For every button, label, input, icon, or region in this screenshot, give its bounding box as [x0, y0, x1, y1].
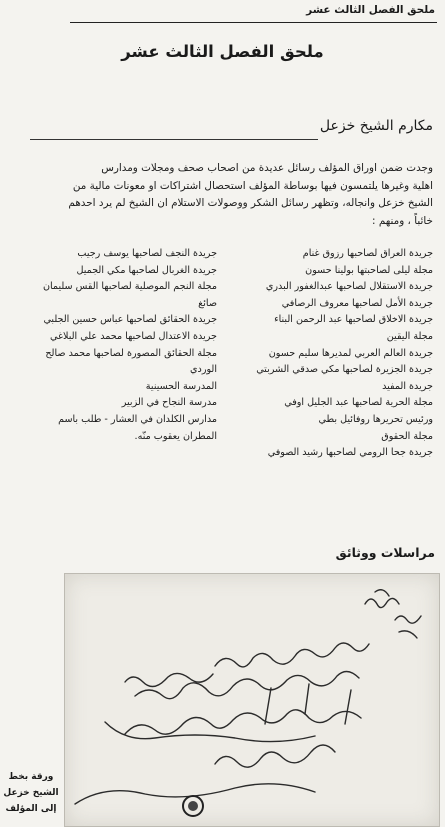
ink-stroke: [135, 671, 359, 698]
handwritten-letter-image: [64, 573, 440, 827]
intro-paragraph: [9, 160, 433, 230]
list-item: مجلة اليقين: [386, 330, 433, 342]
list-item: جريدة المفيد: [382, 380, 433, 392]
ink-stroke: [125, 710, 361, 734]
intro-line: اهلية وغيرها يلتمسون فيها بوساطة المؤلف استحصال اشتراكات او معونات مالية من: [72, 179, 433, 192]
section-title: مكارم الشيخ خزعل: [319, 118, 433, 134]
publications-list-right: [223, 246, 433, 462]
caption-line: إلى المؤلف: [5, 804, 57, 814]
intro-line: الشيخ خزعل وانجاله، وتظهر رسائل الشكر ووصولات الاستلام ان الشيخ لم يرد احدهم: [68, 197, 433, 209]
correspondence-title: مراسلات ووثائق: [335, 545, 435, 560]
list-item: جريدة الجزيرة لصاحبها مكي صدقي الشربتي: [256, 364, 433, 376]
list-item: المطران يعقوب منّه.: [134, 430, 217, 442]
ink-stroke: [215, 745, 335, 767]
running-header: ملحق الفصل الثالث عشر: [306, 4, 435, 16]
list-item: جريدة الغربال لصاحبها مكي الجميل: [76, 264, 217, 276]
list-item: المدرسة الحسينية: [145, 380, 217, 392]
list-item: جريدة العراق لصاحبها رزوق غنام: [302, 248, 433, 259]
list-item: مجلة الحقوق: [381, 430, 433, 442]
list-item: مدارس الكلدان في العشار - طلب باسم: [58, 413, 217, 425]
image-caption: [2, 769, 60, 817]
handwriting-scribbles: [65, 574, 439, 826]
list-item: جريدة الحقائق لصاحبها عباس حسين الجلبي: [43, 314, 217, 326]
section-rule: [30, 139, 318, 140]
list-item: مجلة الحقائق المصورة لصاحبها محمد صالح: [45, 347, 217, 359]
list-item: مجلة النجم الموصلية لصاحبها القس سليمان: [42, 281, 217, 293]
list-item: جريدة جحا الرومي لصاحبها رشيد الصوفي: [267, 447, 433, 459]
ink-stroke: [75, 784, 315, 804]
intro-line: وجدت ضمن اوراق المؤلف رسائل عديدة من اصحاب صحف ومجلات ومدارس: [101, 162, 433, 174]
list-item: مدرسة النجاح في الزبير: [121, 397, 217, 409]
ink-stroke: [215, 643, 369, 667]
ink-stroke: [395, 616, 421, 638]
list-item: جريدة الأمل لصاحبها معروف الرصافي: [281, 297, 433, 309]
intro-line: خائباً ، ومنهم :: [372, 214, 433, 227]
caption-line: ورقة بخط: [8, 772, 54, 782]
ink-stroke: [365, 590, 399, 608]
list-item: جريدة الاستقلال لصاحبها عبدالغفور البدري: [265, 281, 433, 293]
header-rule: [70, 22, 437, 23]
list-item: جريدة العالم العربي لمديرها سليم حسون: [268, 347, 433, 359]
list-item: ورئيس تحريرها روفائيل بطي: [318, 413, 433, 425]
publications-list-left: [7, 246, 217, 445]
list-item: صائغ: [198, 297, 217, 309]
chapter-title: ملحق الفصل الثالث عشر: [121, 42, 324, 61]
list-item: مجلة الحرية لصاحبها عبد الجليل اوفي: [284, 397, 433, 409]
list-item: مجلة ليلى لصاحبتها بولينا حسون: [305, 264, 433, 276]
list-item: جريدة النجف لصاحبها يوسف رجيب: [77, 248, 217, 259]
list-item: الوردي: [190, 364, 217, 376]
ink-stroke: [265, 684, 351, 724]
caption-line: الشيخ خزعل: [3, 788, 59, 798]
list-item: جريدة الاعتدال لصاحبها محمد علي البلاغي: [49, 330, 217, 342]
list-item: جريدة الاخلاق لصاحبها عبد الرحمن البناء: [274, 314, 433, 326]
